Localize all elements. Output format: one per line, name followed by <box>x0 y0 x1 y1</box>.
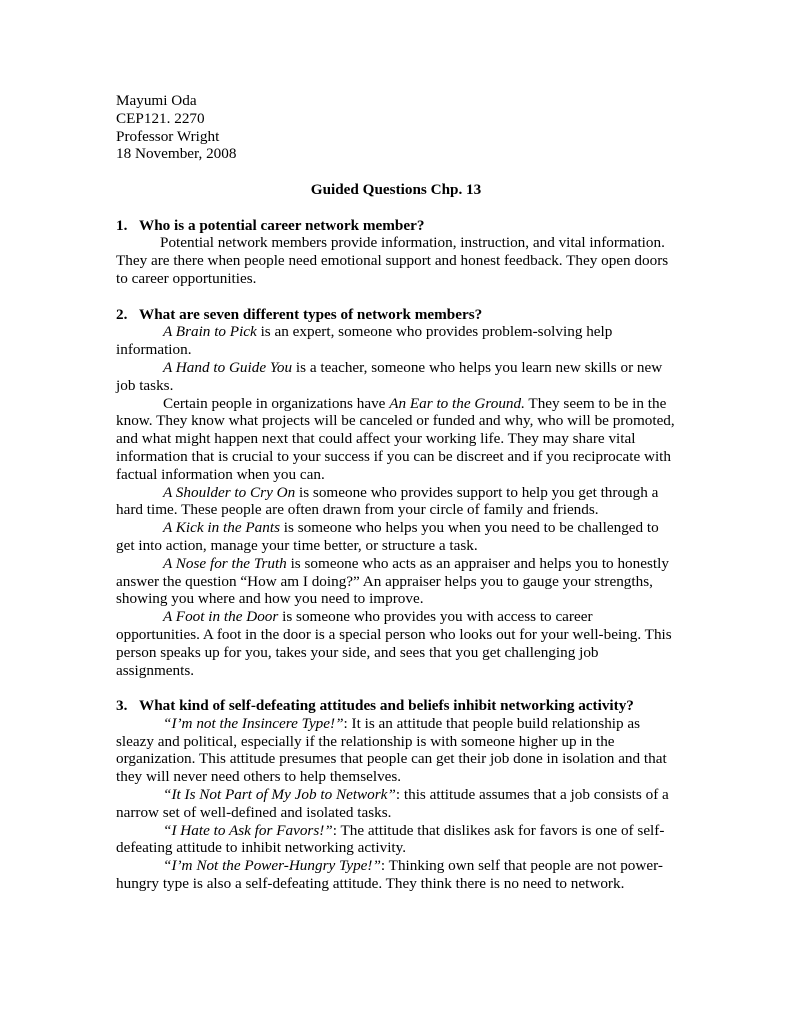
question-3-text: What kind of self-defeating attitudes and beliefs inhibit networking activity? <box>139 697 634 715</box>
attitude-term: “It Is Not Part of My Job to Network” <box>163 786 396 804</box>
attitude-description: : Thinking own self that people are not power-hungry type is also a self-defeating attitude. They think there is no need to network. <box>116 857 663 893</box>
attitude-description: : The attitude that dislikes ask for favors is one of self-defeating attitude to inhibit networking activity. <box>116 821 665 857</box>
network-member-description: is a teacher, someone who helps you learn new skills or new job tasks. <box>116 358 663 394</box>
question-1-heading <box>116 217 676 235</box>
network-member-description: is someone who provides you with access to career opportunities. A foot in the door is a special person who looks out for your well-being. This person speaks up for you, takes your side, and sees that you get challenging job assignments. <box>116 608 672 679</box>
attitude-term: “I’m not the Insincere Type!” <box>163 714 344 732</box>
network-member-paragraph <box>116 359 676 395</box>
network-member-paragraph <box>116 608 676 679</box>
document-page <box>116 92 676 893</box>
question-3-section <box>116 697 676 893</box>
question-2-text: What are seven different types of network members? <box>139 305 483 323</box>
author-header <box>116 92 676 163</box>
network-member-paragraph <box>116 395 676 484</box>
question-3-heading <box>116 697 676 715</box>
network-member-paragraph <box>116 484 676 520</box>
network-member-term: A Foot in the Door <box>163 608 279 626</box>
question-1-section <box>116 217 676 288</box>
attitude-description: : It is an attitude that people build relationship as sleazy and political, especially if the relationship is with someone higher up in the organization. This attitude presumes that people can get their job done in isolation and that they will never need others to help themselves. <box>116 714 667 786</box>
question-1-text: Who is a potential career network member? <box>139 216 425 234</box>
question-2-heading <box>116 306 676 324</box>
network-member-description: They seem to be in the know. They know what projects will be canceled or funded and why, who will be promoted, and what might happen next that could affect your working life. They may share vital information that is crucial to your success if you can be discreet and if you reciprocate with factual information when you can. <box>116 394 675 483</box>
question-1-answer: Potential network members provide information, instruction, and vital information. They are there when people need emotional support and honest feedback. They open doors to career opportunities. <box>116 234 669 287</box>
document-date: 18 November, 2008 <box>116 145 237 163</box>
network-member-term: A Shoulder to Cry On <box>163 483 296 501</box>
question-1-number: 1. <box>116 216 128 234</box>
attitude-paragraph <box>116 822 676 858</box>
network-member-term: A Hand to Guide You <box>163 358 293 376</box>
network-member-description: is an expert, someone who provides problem-solving help information. <box>116 323 613 359</box>
network-member-term: A Nose for the Truth <box>163 554 287 572</box>
attitude-paragraph <box>116 857 676 893</box>
attitude-term: “I’m Not the Power-Hungry Type!” <box>163 857 381 875</box>
network-member-term: A Brain to Pick <box>163 323 257 341</box>
network-member-paragraph <box>116 555 676 608</box>
network-member-term: An Ear to the Ground. <box>389 394 525 412</box>
network-member-description: is someone who helps you when you need to be challenged to get into action, manage your time better, or structure a task. <box>116 519 659 554</box>
question-2-section <box>116 306 676 680</box>
network-member-term: A Kick in the Pants <box>163 519 280 537</box>
network-member-description: is someone who provides support to help you get through a hard time. These people are often drawn from your circle of family and friends. <box>116 483 659 519</box>
attitude-paragraph <box>116 786 676 822</box>
question-3-number: 3. <box>116 697 128 715</box>
professor-name: Professor Wright <box>116 127 220 145</box>
attitude-paragraph <box>116 715 676 786</box>
network-member-paragraph <box>116 519 676 555</box>
attitude-term: “I Hate to Ask for Favors!” <box>163 821 333 839</box>
network-member-description: is someone who acts as an appraiser and helps you to honestly answer the question “How am I doing?” An appraiser helps you to gauge your strengths, showing you where and how you need to improve. <box>116 554 669 608</box>
author-name: Mayumi Oda <box>116 92 197 109</box>
document-title: Guided Questions Chp. 13 <box>310 180 482 198</box>
question-2-number: 2. <box>116 305 128 323</box>
network-member-paragraph <box>116 323 676 359</box>
paragraph-intro: Certain people in organizations have <box>163 394 390 412</box>
course-code: CEP121. 2270 <box>116 109 205 127</box>
attitude-description: : this attitude assumes that a job consists of a narrow set of well-defined and isolated tasks. <box>116 786 669 821</box>
